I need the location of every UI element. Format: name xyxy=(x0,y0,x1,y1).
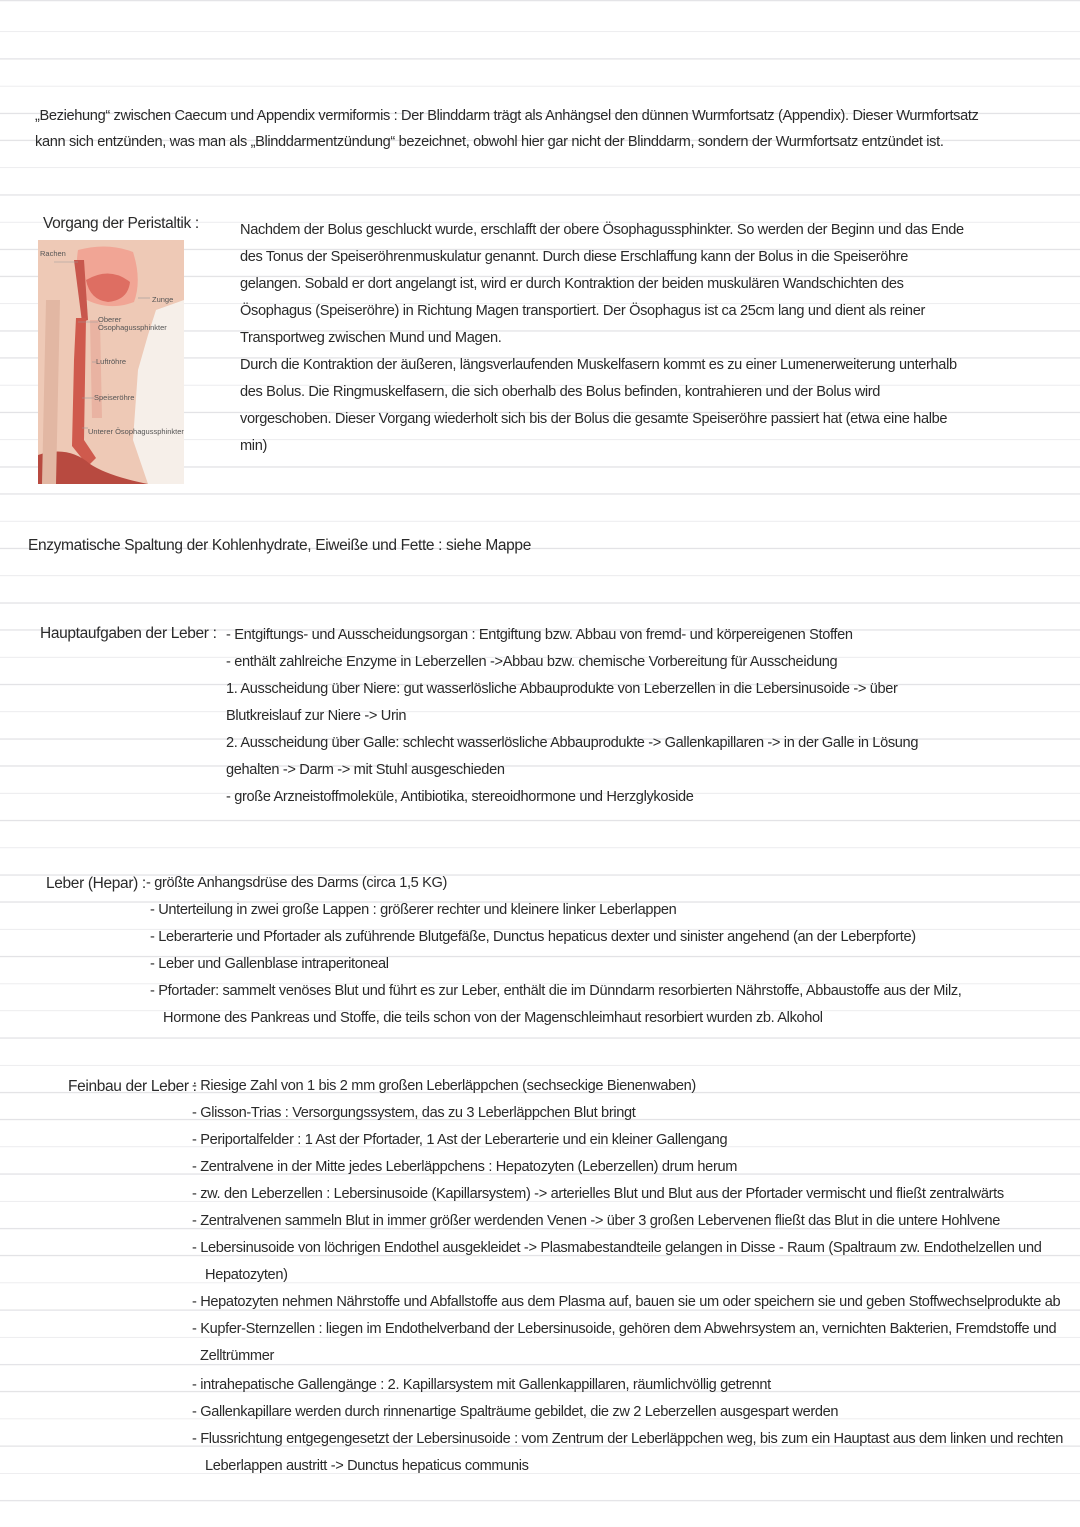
label-oberer-1: Oberer xyxy=(98,315,122,324)
peristaltik-line: vorgeschoben. Dieser Vorgang wiederholt sich bis der Bolus die gesamte Speiseröhre passiert hat (etwa eine halbe xyxy=(240,411,948,427)
peristaltik-line: des Bolus. Die Ringmuskelfasern, die sich oberhalb des Bolus befinden, kontrahieren und der Bolus wird xyxy=(240,384,881,400)
leber-line: - Leberarterie und Pfortader als zuführende Blutgefäße, Dunctus hepaticus dexter und sinister angehend (an der Leberpforte) xyxy=(150,929,916,945)
peristaltik-line: min) xyxy=(240,438,267,454)
feinbau-line: - Gallenkapillare werden durch rinnenartige Spalträume gebildet, die zw 2 Leberzellen ausgespart werden xyxy=(192,1404,839,1420)
hauptaufgaben-line: - enthält zahlreiche Enzyme in Leberzellen ->Abbau bzw. chemische Vorbereitung für Ausscheidung xyxy=(226,654,838,670)
feinbau-line: - Flussrichtung entgegengesetzt der Lebersinusoide : vom Zentrum der Leberläppchen weg, bis zum ein Hauptast aus dem linken und rechten xyxy=(192,1431,1064,1447)
feinbau-line: - zw. den Leberzellen : Lebersinusoide (Kapillarsystem) -> arterielles Blut und Blut aus der Pfortader vermischt und fließt zentralwärts xyxy=(192,1186,1004,1202)
leber-line: - größte Anhangsdrüse des Darms (circa 1,5 KG) xyxy=(146,875,448,891)
trachea-shape xyxy=(90,320,102,418)
label-oberer-2: Ösophagussphinkter xyxy=(98,323,167,332)
feinbau-line: - intrahepatische Gallengänge : 2. Kapillarsystem mit Gallenkappillaren, räumlichvöllig getrennt xyxy=(192,1377,771,1393)
peristaltik-line: des Tonus der Speiseröhrenmuskulatur genannt. Durch diese Erschlaffung kann der Bolus in die Speiseröhre xyxy=(240,249,909,265)
feinbau-line: - Lebersinusoide von löchrigen Endothel ausgekleidet -> Plasmabestandteile gelangen in Disse - Raum (Spaltraum zw. Endothelzellen und xyxy=(192,1240,1042,1256)
feinbau-line: - Hepatozyten nehmen Nährstoffe und Abfallstoffe aus dem Plasma auf, bauen sie um oder speichern sie und geben Stoffwechselprodukte ab xyxy=(192,1294,1061,1310)
hauptaufgaben-heading: Hauptaufgaben der Leber : xyxy=(40,625,217,642)
feinbau-line: - Zentralvenen sammeln Blut in immer größer werdenden Venen -> über 3 großen Lebervenen fließt das Blut in die untere Hohlvene xyxy=(192,1213,1001,1229)
hauptaufgaben-line: Blutkreislauf zur Niere -> Urin xyxy=(226,708,407,724)
label-speiseroehre: Speiseröhre xyxy=(94,393,135,402)
feinbau-line: - Kupfer-Sternzellen : liegen im Endothelverband der Lebersinusoide, gehören dem Abwehrsystem an, vernichten Bakterien, Fremdstoffe und xyxy=(192,1321,1057,1337)
enzymatisch-line: Enzymatische Spaltung der Kohlenhydrate, Eiweiße und Fette : siehe Mappe xyxy=(28,537,531,554)
leber-line: Hormone des Pankreas und Stoffe, die teils schon von der Magenschleimhaut resorbiert wurden zb. Alkohol xyxy=(163,1010,823,1026)
label-zunge: Zunge xyxy=(152,295,174,304)
peristaltik-heading: Vorgang der Peristaltik : xyxy=(43,215,199,232)
peristaltik-line: Ösophagus (Speiseröhre) in Richtung Magen transportiert. Der Ösophagus ist ca 25cm lang und dient als reiner xyxy=(240,303,925,319)
peristaltik-line: Durch die Kontraktion der äußeren, längsverlaufenden Muskelfasern kommt es zu einer Lumenerweiterung unterhalb xyxy=(240,357,957,373)
leber-heading: Leber (Hepar) : xyxy=(46,875,146,892)
feinbau-heading: Feinbau der Leber : xyxy=(68,1078,197,1095)
feinbau-line: - Zentralvene in der Mitte jedes Leberläppchens : Hepatozyten (Leberzellen) drum herum xyxy=(192,1159,738,1175)
peristaltik-line: gelangen. Sobald er dort angelangt ist, wird er durch Kontraktion der beiden muskulären Wandschichten des xyxy=(240,276,904,292)
peristaltik-line: Transportweg zwischen Mund und Magen. xyxy=(240,330,502,346)
feinbau-line: - Glisson-Trias : Versorgungssystem, das zu 3 Leberläppchen Blut bringt xyxy=(192,1105,636,1121)
appendix-line: „Beziehung“ zwischen Caecum und Appendix vermiformis : Der Blinddarm trägt als Anhängsel den dünnen Wurmfortsatz (Appendix). Dieser Wurmfortsatz xyxy=(35,108,979,124)
leber-line: - Leber und Gallenblase intraperitoneal xyxy=(150,956,389,972)
hauptaufgaben-line: 2. Ausscheidung über Galle: schlecht wasserlösliche Abbauprodukte -> Gallenkapillaren -> in der Galle in Lösung xyxy=(226,735,919,751)
label-rachen: Rachen xyxy=(40,249,66,258)
peristaltik-line: Nachdem der Bolus geschluckt wurde, erschlafft der obere Ösophagussphinkter. So werden der Beginn und das Ende xyxy=(240,222,964,238)
feinbau-line: - Periportalfelder : 1 Ast der Pfortader, 1 Ast der Leberarterie und ein kleiner Gallengang xyxy=(192,1132,728,1148)
esophagus-illustration xyxy=(38,240,184,484)
leber-line: - Unterteilung in zwei große Lappen : größerer rechter und kleinere linker Leberlappen xyxy=(150,902,677,918)
leber-line: - Pfortader: sammelt venöses Blut und führt es zur Leber, enthält die im Dünndarm resorbierten Nährstoffe, Abbaustoffe aus der Milz, xyxy=(150,983,962,999)
feinbau-line: Hepatozyten) xyxy=(205,1267,288,1283)
label-unterer: Unterer Ösophagussphinkter xyxy=(88,427,184,436)
label-luftroehre: Luftröhre xyxy=(96,357,127,366)
hauptaufgaben-line: - Entgiftungs- und Ausscheidungsorgan : Entgiftung bzw. Abbau von fremd- und körpereigenen Stoffen xyxy=(226,627,853,643)
hauptaufgaben-line: - große Arzneistoffmoleküle, Antibiotika, stereoidhormone und Herzglykoside xyxy=(226,789,694,805)
feinbau-line: Zelltrümmer xyxy=(200,1348,274,1364)
appendix-line: kann sich entzünden, was man als „Blinddarmentzündung“ bezeichnet, obwohl hier gar nicht der Blinddarm, sondern der Wurmfortsatz entzündet ist. xyxy=(35,134,944,150)
feinbau-line: Leberlappen austritt -> Dunctus hepaticus communis xyxy=(205,1458,529,1474)
esophagus-diagram xyxy=(38,240,184,484)
hauptaufgaben-line: gehalten -> Darm -> mit Stuhl ausgeschieden xyxy=(226,762,505,778)
feinbau-line: - Riesige Zahl von 1 bis 2 mm großen Leberläppchen (sechseckige Bienenwaben) xyxy=(192,1078,696,1094)
hauptaufgaben-line: 1. Ausscheidung über Niere: gut wasserlösliche Abbauprodukte von Leberzellen in die Lebersinusoide -> über xyxy=(226,681,898,697)
